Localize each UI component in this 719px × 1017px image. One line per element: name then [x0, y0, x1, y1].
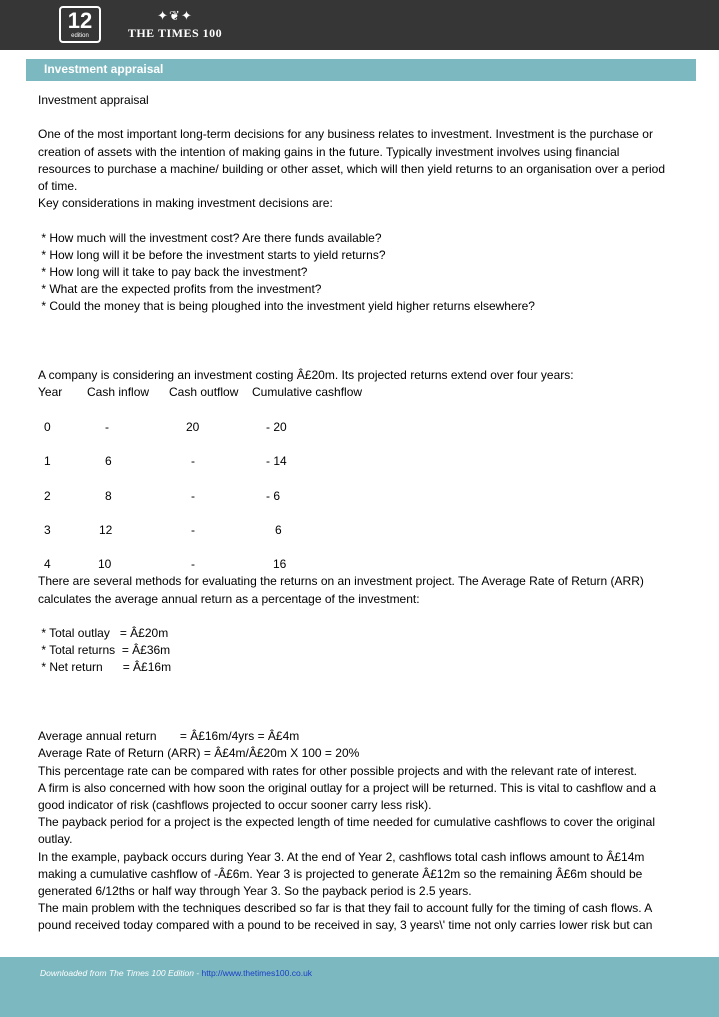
- cell: 0: [44, 419, 51, 434]
- body-line: pound received today compared with a pound to be received in say, 3 years\' time not only carries lower risk but can: [38, 918, 653, 933]
- body-line: The payback period for a project is the expected length of time needed for cumulative cashflows to cover the original: [38, 815, 656, 830]
- body-line: This percentage rate can be compared with rates for other possible projects and with the relevant rate of interest.: [38, 763, 637, 778]
- cell: -: [191, 454, 195, 469]
- intro-line: One of the most important long-term decisions for any business relates to investment. Investment is the purchase or: [38, 127, 653, 142]
- crest-icon: ✦❦✦: [157, 8, 193, 23]
- section-heading: Investment appraisal: [38, 93, 149, 107]
- intro-line: of time.: [38, 179, 78, 193]
- header-bar: [0, 0, 719, 50]
- arr-line: calculates the average annual return as a percentage of the investment:: [38, 591, 420, 606]
- total-item: * Total outlay = Â£20m: [38, 626, 169, 641]
- body-line: Average annual return = Â£16m/4yrs = Â£4m: [38, 729, 300, 744]
- times100-logo[interactable]: [120, 6, 230, 46]
- table-row: [38, 522, 678, 539]
- body-line: outlay.: [38, 832, 73, 847]
- page-title: Investment appraisal: [44, 62, 164, 76]
- cell: 6: [105, 454, 112, 469]
- title-bar: [26, 59, 696, 81]
- consideration-item: * How much will the investment cost? Are there funds available?: [38, 230, 382, 245]
- cell: - 20: [266, 419, 287, 434]
- consideration-item: * How long will it take to pay back the investment?: [38, 265, 308, 279]
- logo-subtitle: edition: [71, 33, 89, 39]
- cell: 12: [99, 522, 113, 537]
- table-header: [38, 384, 678, 401]
- body-line: The main problem with the techniques described so far is that they fail to account fully for the timing of cash flows. A: [38, 901, 653, 916]
- body-line: making a cumulative cashflow of -Â£6m. Year 3 is projected to generate Â£12m so the remaining Â£6m should be: [38, 866, 643, 881]
- total-item: * Total returns = Â£36m: [38, 643, 171, 658]
- arr-line: There are several methods for evaluating the returns on an investment project. The Average Rate of Return (ARR): [38, 574, 644, 589]
- cell: 10: [98, 557, 112, 572]
- col-header: Cumulative cashflow: [252, 385, 363, 400]
- total-item: * Net return = Â£16m: [38, 660, 172, 675]
- cell: 4: [44, 557, 51, 572]
- footer-note: [40, 968, 312, 978]
- body-line: good indicator of risk (cashflows projected to occur sooner carry less risk).: [38, 798, 432, 813]
- cell: -: [191, 522, 195, 537]
- cell: 8: [105, 488, 112, 503]
- brand-name: THE TIMES 100: [127, 26, 223, 40]
- body-line: In the example, payback occurs during Year 3. At the end of Year 2, cashflows total cash inflows amount to Â£14m: [38, 849, 645, 864]
- edition-logo[interactable]: [59, 6, 101, 43]
- body-line: generated 6/12ths or half way through Year 3. So the payback period is 2.5 years.: [38, 884, 472, 899]
- footer-link[interactable]: http://www.thetimes100.co.uk: [201, 968, 313, 978]
- consideration-item: * How long will it be before the investment starts to yield returns?: [38, 247, 386, 262]
- body-line: A firm is also concerned with how soon the original outlay for a project will be returned. This is vital to cashflow and a: [38, 780, 657, 795]
- cell: -: [191, 557, 195, 572]
- intro-line: Key considerations in making investment decisions are:: [38, 196, 333, 211]
- table-row: [38, 419, 678, 436]
- consideration-item: * Could the money that is being ploughed into the investment yield higher returns elsewhere?: [38, 299, 535, 314]
- col-header: Cash outflow: [169, 385, 239, 400]
- body-line: Average Rate of Return (ARR) = Â£4m/Â£20m X 100 = 20%: [38, 746, 360, 761]
- article-body: [38, 92, 678, 935]
- footer-text: Downloaded from The Times 100 Edition -: [40, 968, 202, 978]
- consideration-item: * What are the expected profits from the investment?: [38, 282, 322, 297]
- intro-line: resources to purchase a machine/ building or other asset, which will then yield returns to an organisation over a period: [38, 161, 666, 176]
- cell: 2: [44, 488, 51, 503]
- col-header: Year: [38, 385, 63, 400]
- intro-line: creation of assets with the intention of making gains in the future. Typically investment involves using financial: [38, 144, 620, 159]
- cell: 3: [44, 522, 51, 537]
- cell: 1: [44, 454, 51, 469]
- cell: - 14: [266, 454, 287, 469]
- table-row: [38, 556, 678, 573]
- table-row: [38, 453, 678, 470]
- cell: -: [191, 488, 195, 503]
- cell: 20: [186, 419, 200, 434]
- company-line: A company is considering an investment costing Â£20m. Its projected returns extend over four years:: [38, 368, 574, 383]
- logo-number: 12: [67, 8, 93, 33]
- cell: - 6: [266, 488, 281, 503]
- cell: 6: [275, 522, 282, 537]
- footer-bar: [0, 957, 719, 1017]
- cell: -: [105, 419, 109, 434]
- col-header: Cash inflow: [87, 385, 150, 400]
- cell: 16: [273, 557, 287, 572]
- table-row: [38, 488, 678, 505]
